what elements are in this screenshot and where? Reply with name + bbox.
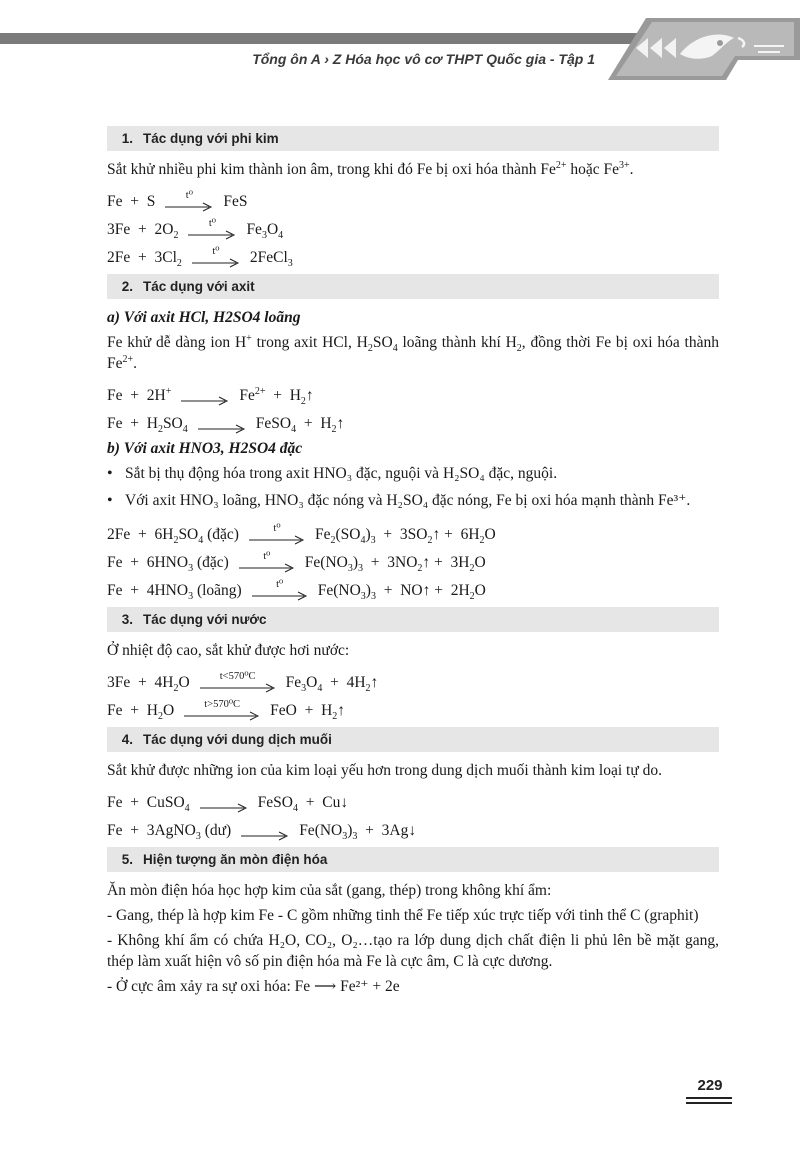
equation: $3Fe + 4H_2O$ t<570⁰C $Fe_3O_4$ + $4H_2↑$ bbox=[107, 671, 379, 695]
paragraph: Sắt khử nhiều phi kim thành ion âm, trong khi đó Fe bị oxi hóa thành $Fe^{2+}$ hoặc $Fe^{3+}$. bbox=[107, 159, 634, 178]
equation: $Fe + 4HNO_3$ (loãng) t⁰ $Fe(NO_3)_3$ + NO↑ + $2H_2O$ bbox=[107, 579, 486, 603]
paragraph: Fe khử dễ dàng ion H+ trong axit HCl, $H_2SO_4$ loãng thành khí $H_2$, đồng thời Fe bị oxi hóa thành $Fe^{2+}$. bbox=[107, 332, 719, 372]
section-title: Tác dụng với dung dịch muối bbox=[143, 732, 332, 747]
bullet-list bbox=[107, 463, 719, 511]
section-number: 3. bbox=[121, 612, 133, 627]
page-number-rule bbox=[686, 1096, 732, 1106]
section-number: 5. bbox=[121, 852, 133, 867]
equation: $Fe + 6HNO_3$ (đặc) t⁰ $Fe(NO_3)_3$ + $3NO_2↑ + 3H_2O$ bbox=[107, 551, 486, 575]
equation: Fe + 3AgNO$_3$ (dư) $Fe(NO_3)_3$ + 3Ag↓ bbox=[107, 813, 719, 841]
section-1-header bbox=[107, 126, 719, 151]
equation: $2Fe + 6H_2SO_4$ (đặc) t⁰ $Fe_2(SO_4)_3$ + $3SO_2↑ + 6H_2O$ bbox=[107, 523, 496, 547]
section-number: 2. bbox=[121, 279, 133, 294]
page-number: 229 bbox=[697, 1077, 723, 1094]
section-3-header bbox=[107, 607, 719, 632]
header-bar bbox=[0, 33, 640, 44]
section-4-header bbox=[107, 727, 719, 752]
subheading: b) Với axit HNO3, H2SO4 đặc bbox=[107, 440, 303, 457]
running-header: Tổng ôn A › Z Hóa học vô cơ THPT Quốc gia - Tập 1 bbox=[252, 51, 595, 67]
equation: Fe + 2H+ $Fe^{2+}$ + $H_2↑$ bbox=[107, 378, 719, 406]
section-5-header bbox=[107, 847, 719, 872]
section-title: Tác dụng với nước bbox=[143, 612, 267, 627]
list-item: • Sắt bị thụ động hóa trong axit HNO₃ đặc, nguội và H₂SO₄ đặc, nguội. bbox=[107, 463, 719, 484]
reaction-arrow: t⁰ bbox=[249, 521, 305, 545]
rocket-logo-icon bbox=[608, 16, 800, 82]
reaction-arrow: t>570⁰C bbox=[184, 697, 260, 721]
reaction-arrow: t⁰ bbox=[192, 244, 240, 268]
reaction-arrow bbox=[181, 382, 229, 406]
equation: Fe + S t⁰ FeS bbox=[107, 190, 248, 210]
section-2-header bbox=[107, 274, 719, 299]
paragraph: Sắt khử được những ion của kim loại yếu hơn trong dung dịch muối thành kim loại tự do. bbox=[107, 762, 662, 779]
section-number: 1. bbox=[121, 131, 133, 146]
subheading: a) Với axit HCl, H2SO4 loãng bbox=[107, 309, 301, 326]
paragraph: - Không khí ẩm có chứa H₂O, CO₂, O₂…tạo ra lớp dung dịch chất điện li phủ lên bề mặt gang, thép làm xuất hiện vô số pin điện hóa mà Fe là cực âm, C là cực dương. bbox=[107, 932, 719, 970]
reaction-arrow bbox=[241, 817, 289, 841]
reaction-arrow: t<570⁰C bbox=[200, 669, 276, 693]
reaction-arrow bbox=[200, 789, 248, 813]
reaction-arrow: t⁰ bbox=[188, 216, 236, 240]
equation: $3Fe + 2O_2$ t⁰ $Fe_3O_4$ bbox=[107, 218, 284, 242]
equation: $Fe + H_2SO_4$ FeSO$_4$ + $H_2↑$ bbox=[107, 406, 719, 434]
paragraph: Ở nhiệt độ cao, sắt khử được hơi nước: bbox=[107, 642, 350, 659]
page-content bbox=[107, 120, 719, 1001]
equation: Fe + CuSO$_4$ FeSO$_4$ + Cu↓ bbox=[107, 785, 719, 813]
paragraph: - Gang, thép là hợp kim Fe - C gồm những tinh thể Fe tiếp xúc trực tiếp với tinh thể C (graphit) bbox=[107, 907, 699, 924]
reaction-arrow: t⁰ bbox=[252, 577, 308, 601]
paragraph: - Ở cực âm xảy ra sự oxi hóa: Fe ⟶ Fe²⁺ + 2e bbox=[107, 978, 400, 995]
section-number: 4. bbox=[121, 732, 133, 747]
equation: $2Fe + 3Cl_2$ t⁰ 2FeCl$_3$ bbox=[107, 246, 293, 270]
reaction-arrow: t⁰ bbox=[239, 549, 295, 573]
reaction-arrow: t⁰ bbox=[165, 188, 213, 212]
section-title: Tác dụng với phi kim bbox=[143, 131, 279, 146]
section-title: Hiện tượng ăn mòn điện hóa bbox=[143, 852, 328, 867]
equation: $Fe + H_2O$ t>570⁰C FeO + $H_2↑$ bbox=[107, 699, 346, 723]
reaction-arrow bbox=[198, 410, 246, 434]
section-title: Tác dụng với axit bbox=[143, 279, 255, 294]
list-item: • Với axit HNO₃ loãng, HNO₃ đặc nóng và H₂SO₄ đặc nóng, Fe bị oxi hóa mạnh thành Fe³⁺. bbox=[107, 490, 719, 511]
paragraph: Ăn mòn điện hóa học hợp kim của sắt (gang, thép) trong không khí ẩm: bbox=[107, 882, 552, 899]
